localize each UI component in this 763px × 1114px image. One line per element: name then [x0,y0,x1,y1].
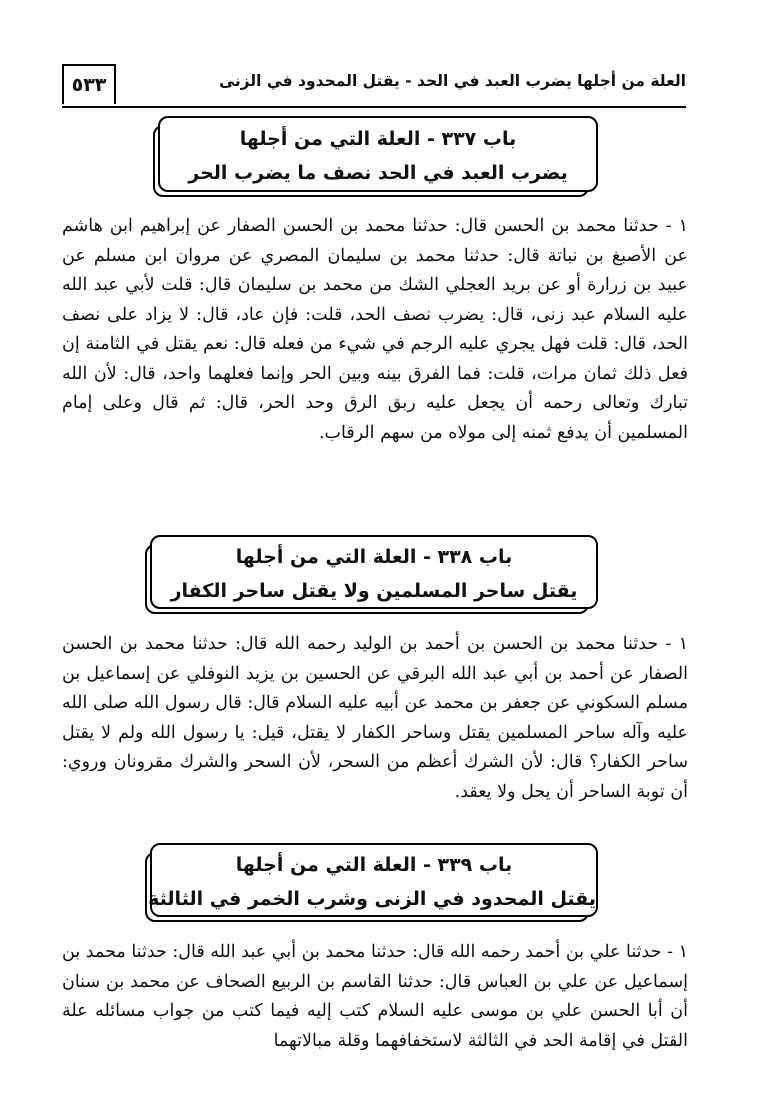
chapter-heading-337 [158,116,598,192]
page-header [62,64,686,108]
chapter-heading-338 [150,535,598,609]
running-title: العلة من أجلها يضرب العبد في الحد - يقتل المحدود في الزنى [219,72,686,90]
chapter-heading-line1: باب ٣٣٨ - العلة التي من أجلها [235,546,513,568]
chapter-heading-line2: يقتل المحدود في الزنى وشرب الخمر في الثالثة [148,888,596,910]
chapter-text-339 [62,938,688,1056]
chapter-heading-339 [150,843,598,917]
hadith-paragraph: ١ - حدثنا محمد بن الحسن قال: حدثنا محمد بن الحسن الصفار عن إبراهيم ابن هاشم عن الأصبغ بن نباتة قال: حدثنا محمد بن سليمان المصري عن مروان ابن مسلم عن عبيد بن زرارة أو عن بريد العجلي الشك من محمد بن سليمان قال: قلت لأبي عبد الله عليه السلام عبد زنى، قال: يضرب نصف الحد، قلت: فإن عاد، قال: لا يزاد على نصف الحد، قال: قلت فهل يجري عليه الرجم في شيء من فعله قال: نعم يقتل في الثامنة إن فعل ذلك ثمان مرات، قلت: فما الفرق بينه وبين الحر وإنما فعلهما واحد، قال: لأن الله تبارك وتعالى رحمه أن يجعل عليه ربق الرق وحد الحر، قال: ثم قال وعلى إمام المسلمين أن يدفع ثمنه إلى مولاه من سهم الرقاب. [62,216,689,443]
chapter-heading-line1: باب ٣٣٧ - العلة التي من أجلها [239,128,517,150]
chapter-heading-line2: يضرب العبد في الحد نصف ما يضرب الحر [188,162,568,184]
page-number: ٥٣٣ [62,64,116,104]
chapter-text-337 [62,212,688,448]
chapter-heading-line1: باب ٣٣٩ - العلة التي من أجلها [235,854,513,876]
hadith-paragraph: ١ - حدثنا محمد بن الحسن بن أحمد بن الوليد رحمه الله قال: حدثنا محمد بن الحسن الصفار عن أحمد بن أبي عبد الله البرقي عن الحسين بن يزيد النوفلي عن إسماعيل بن مسلم السكوني عن جعفر بن محمد عن أبيه عليه السلام قال: قال رسول الله صلى الله عليه وآله ساحر المسلمين يقتل وساحر الكفار لا يقتل، قيل: يا رسول الله ولم لا يقتل ساحر الكفار؟ قال: لأن الشرك أعظم من السحر، لأن السحر والشرك مقرونان وروي: أن توبة الساحر أن يحل ولا يعقد. [62,634,688,802]
chapter-heading-line2: يقتل ساحر المسلمين ولا يقتل ساحر الكفار [170,580,578,602]
chapter-text-338 [62,630,688,807]
hadith-paragraph: ١ - حدثنا علي بن أحمد رحمه الله قال: حدثنا محمد بن أبي عبد الله قال: حدثنا محمد بن إسماعيل عن علي بن العباس قال: حدثنا القاسم بن الربيع الصحاف عن محمد بن سنان أن أبا الحسن علي بن موسى عليه السلام كتب إليه فيما كتب من جواب مسائله علة القتل في إقامة الحد في الثالثة لاستخفافهما وقلة مبالاتهما [62,942,688,1051]
